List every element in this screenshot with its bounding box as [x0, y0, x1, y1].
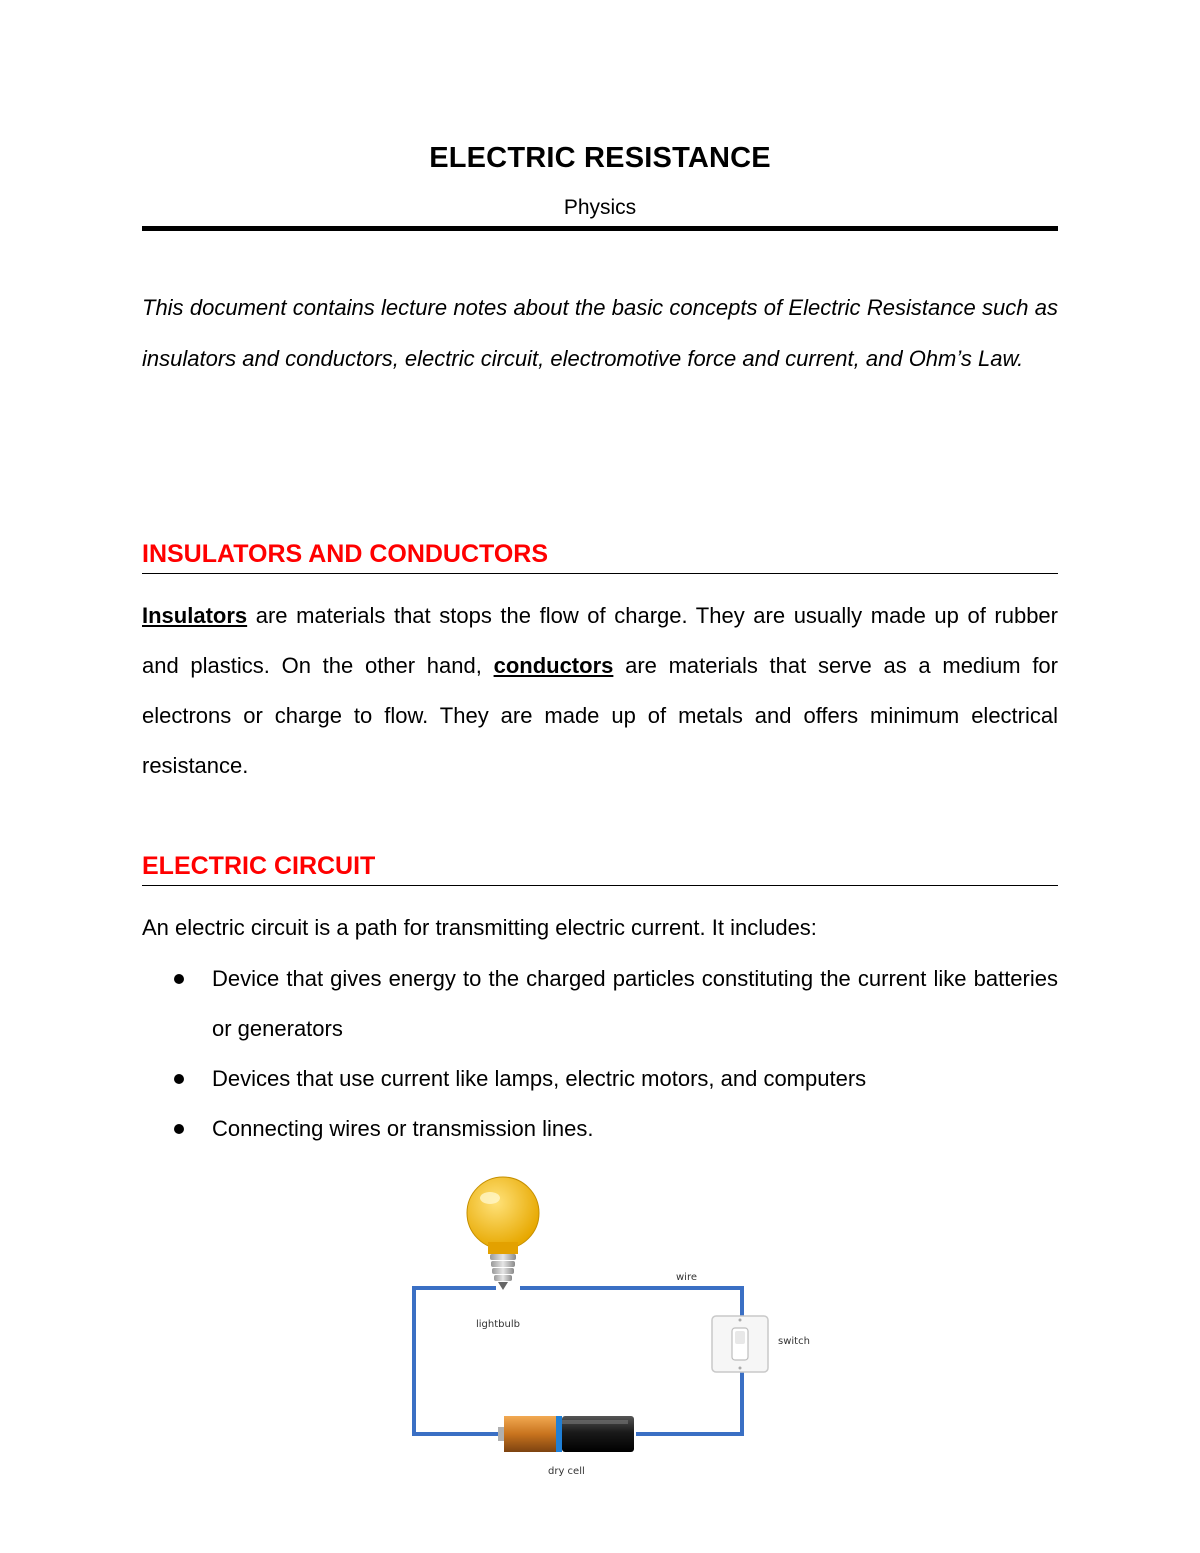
switch-icon — [712, 1316, 768, 1372]
heading-insulators-conductors: INSULATORS AND CONDUCTORS — [142, 540, 1058, 574]
list-item: Device that gives energy to the charged particles constituting the current like batteries or generators — [142, 954, 1058, 1054]
label-wire: wire — [676, 1272, 698, 1283]
document-title: ELECTRIC RESISTANCE — [429, 142, 771, 174]
term-conductors: conductors — [493, 653, 614, 678]
insulators-text-2: are materials that serve as a medium for electrons or charge to flow. They are made up of metals and offers minimum electrical resistance. — [142, 653, 1058, 778]
term-insulators: Insulators — [142, 603, 248, 628]
list-item: Devices that use current like lamps, electric motors, and computers — [142, 1054, 1058, 1104]
circuit-diagram — [408, 1176, 828, 1486]
circuit-intro: An electric circuit is a path for transmitting electric current. It includes: — [142, 915, 817, 940]
bullet-icon — [174, 974, 184, 984]
wire — [414, 1288, 742, 1434]
bullet-icon — [174, 1124, 184, 1134]
list-item: Connecting wires or transmission lines. — [142, 1104, 1058, 1154]
lightbulb-icon — [467, 1177, 539, 1290]
intro-paragraph: This document contains lecture notes about the basic concepts of Electric Resistance such as insulators and conductors, electric circuit, electromotive force and current, and Ohm’s Law. — [142, 295, 1058, 371]
label-dry-cell: dry cell — [548, 1466, 585, 1477]
document-subtitle: Physics — [563, 196, 637, 219]
insulators-text-1: are materials that stops the flow of charge. They are usually made up of rubber and plastics. On the other hand, — [142, 603, 1058, 678]
bullet-icon — [174, 1074, 184, 1084]
label-switch: switch — [778, 1336, 810, 1347]
circuit-components-list — [142, 954, 1058, 1154]
title-rule — [142, 226, 1058, 231]
heading-electric-circuit: ELECTRIC CIRCUIT — [142, 852, 1058, 886]
insulators-paragraph — [142, 591, 1058, 791]
label-lightbulb: lightbulb — [476, 1319, 520, 1330]
dry-cell-icon — [498, 1416, 634, 1452]
